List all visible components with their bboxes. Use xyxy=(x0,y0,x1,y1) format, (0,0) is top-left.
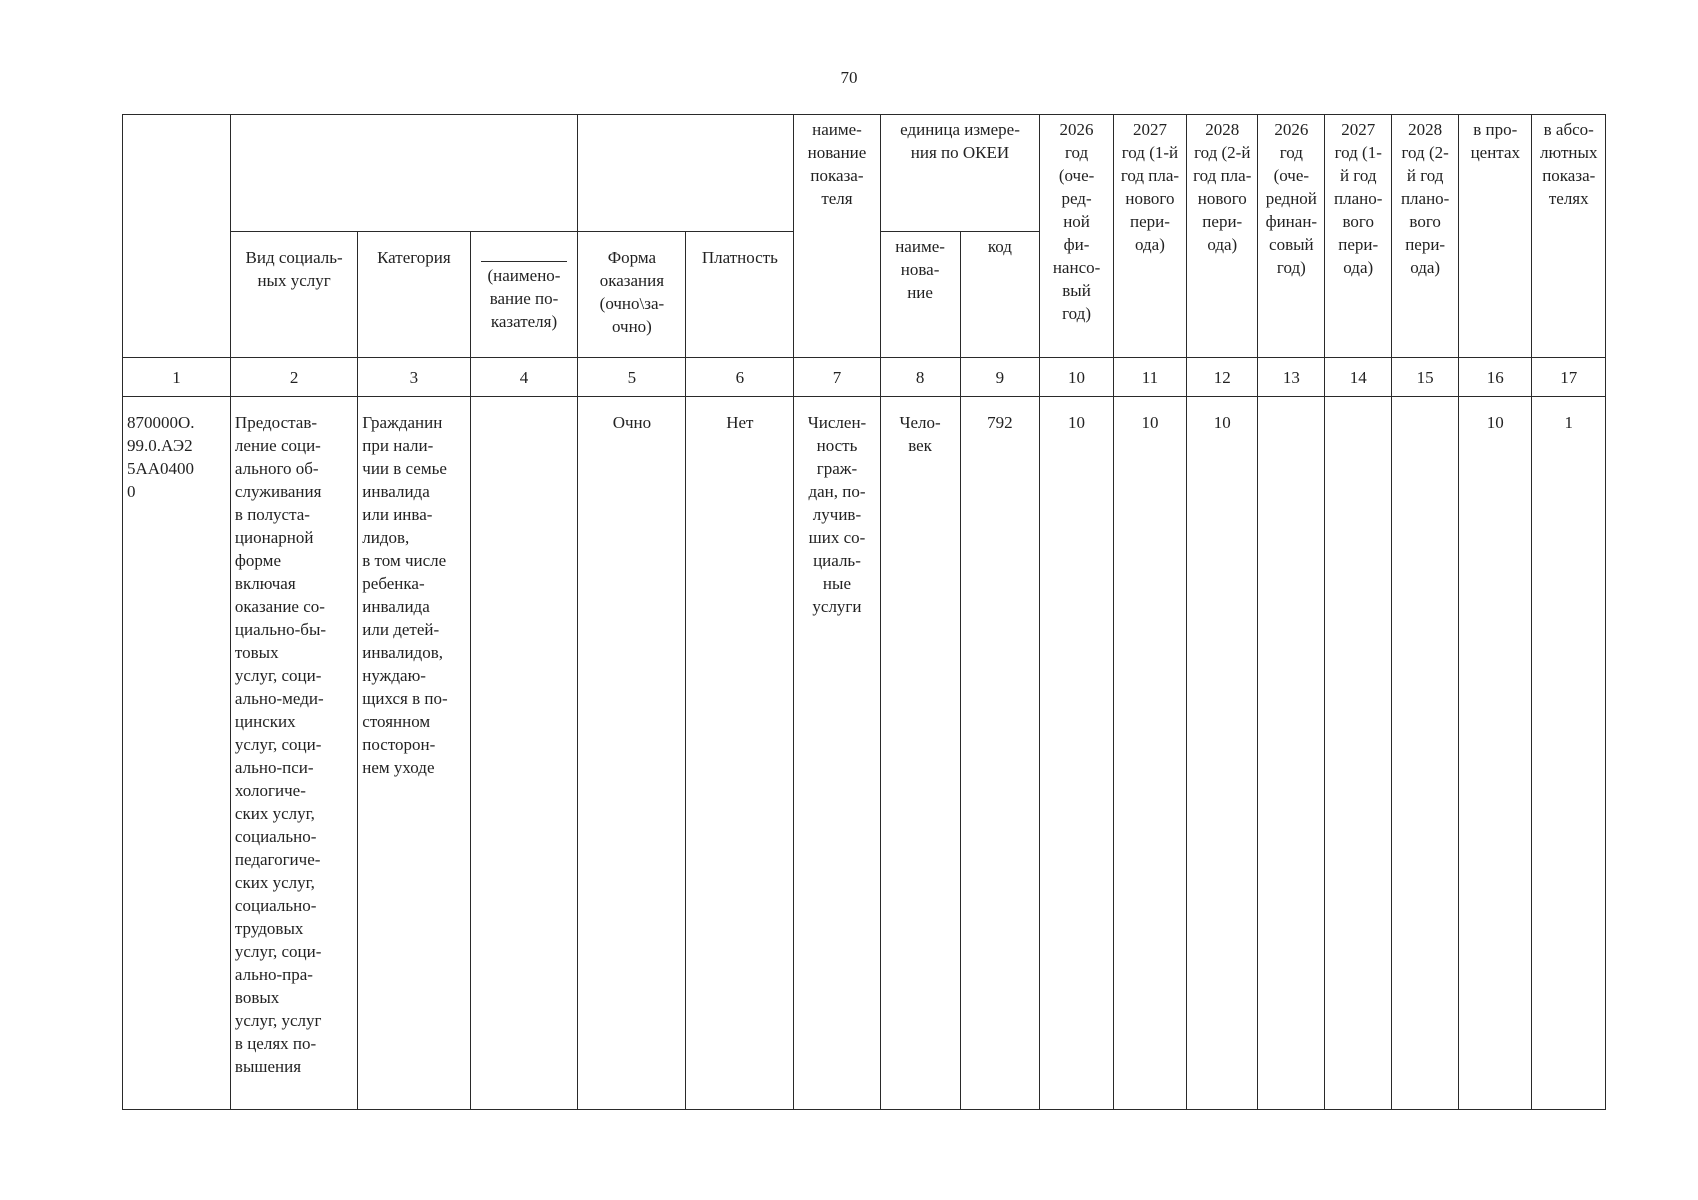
header-year-2028-b: 2028 год (2- й год плано- вого пери- ода) xyxy=(1392,115,1459,358)
header-year-2026: 2026 год (оче- ред- ной фи- нансо- вый год) xyxy=(1040,115,1113,358)
header-deviation-absolute: в абсо- лютных показа- телях xyxy=(1532,115,1606,358)
blank-underline xyxy=(481,261,567,262)
header-deviation-percent: в про- центах xyxy=(1459,115,1532,358)
unit-code: 792 xyxy=(960,397,1040,1110)
column-number: 10 xyxy=(1040,358,1113,397)
value-2026: 10 xyxy=(1040,397,1113,1110)
column-number: 14 xyxy=(1325,358,1392,397)
header-unit-name: наиме- нова- ние xyxy=(880,232,960,358)
deviation-percent: 10 xyxy=(1459,397,1532,1110)
header-unit-code: код xyxy=(960,232,1040,358)
header-category: Категория xyxy=(358,232,470,358)
header-year-2028: 2028 год (2-й год пла- нового пери- ода) xyxy=(1187,115,1258,358)
registry-code: 870000О. 99.0.АЭ2 5АА0400 0 xyxy=(123,397,231,1110)
header-year-2026-b: 2026 год (оче- редной финан- совый год) xyxy=(1258,115,1325,358)
column-number: 17 xyxy=(1532,358,1606,397)
column-number: 15 xyxy=(1392,358,1459,397)
header-unit-okei: единица измере- ния по ОКЕИ xyxy=(880,115,1040,232)
column-number: 2 xyxy=(230,358,357,397)
value-2027: 10 xyxy=(1113,397,1186,1110)
indicator-empty-cell xyxy=(470,397,578,1110)
paid-flag: Нет xyxy=(686,397,794,1110)
page-number: 70 xyxy=(840,68,858,87)
header-service-type: Вид социаль- ных услуг xyxy=(230,232,357,358)
column-number: 11 xyxy=(1113,358,1186,397)
column-number: 4 xyxy=(470,358,578,397)
header-cell-conditions-group xyxy=(578,115,794,232)
header-indicator-placeholder-cell xyxy=(470,232,578,358)
state-task-table xyxy=(122,114,1606,1110)
value-2026-b xyxy=(1258,397,1325,1110)
column-number: 5 xyxy=(578,358,686,397)
unit-name: Чело- век xyxy=(880,397,960,1110)
column-number: 9 xyxy=(960,358,1040,397)
indicator-name: Числен- ность граж- дан, по- лучив- ших со- циаль- ные услуги xyxy=(794,397,880,1110)
value-2028: 10 xyxy=(1187,397,1258,1110)
header-cell-content-group xyxy=(230,115,578,232)
header-year-2027: 2027 год (1-й год пла- нового пери- ода) xyxy=(1113,115,1186,358)
service-form: Очно xyxy=(578,397,686,1110)
table-row xyxy=(123,397,1606,1110)
column-number: 6 xyxy=(686,358,794,397)
column-number: 8 xyxy=(880,358,960,397)
column-number: 7 xyxy=(794,358,880,397)
deviation-absolute: 1 xyxy=(1532,397,1606,1110)
column-number: 16 xyxy=(1459,358,1532,397)
service-description: Предостав- ление соци- ального об- служивания в полуста- ционарной форме включая оказание со- циально-бы- товых услуг, соци- ально-меди- цинских услуг, соци- ально-пси- хологиче- ских услуг, социально- педагогиче- ских услуг, социально- трудовых услуг, соци- ально-пра- вовых услуг, услуг в целях по- вышения xyxy=(230,397,357,1110)
value-2028-b xyxy=(1392,397,1459,1110)
column-number: 12 xyxy=(1187,358,1258,397)
column-number: 3 xyxy=(358,358,470,397)
column-number: 1 xyxy=(123,358,231,397)
value-2027-b xyxy=(1325,397,1392,1110)
header-indicator-name: наиме- нование показа- теля xyxy=(794,115,880,358)
header-indicator-placeholder: (наимено- вание по- казателя) xyxy=(487,266,561,331)
header-form: Форма оказания (очно\за- очно) xyxy=(578,232,686,358)
header-year-2027-b: 2027 год (1- й год плано- вого пери- ода) xyxy=(1325,115,1392,358)
header-paid: Платность xyxy=(686,232,794,358)
column-number: 13 xyxy=(1258,358,1325,397)
recipient-category: Гражданин при нали- чии в семье инвалида или инва- лидов, в том числе ребенка- инвалида или детей- инвалидов, нуждаю- щихся в по- стоянном посторон- нем уходе xyxy=(358,397,470,1110)
header-cell-blank xyxy=(123,115,231,358)
